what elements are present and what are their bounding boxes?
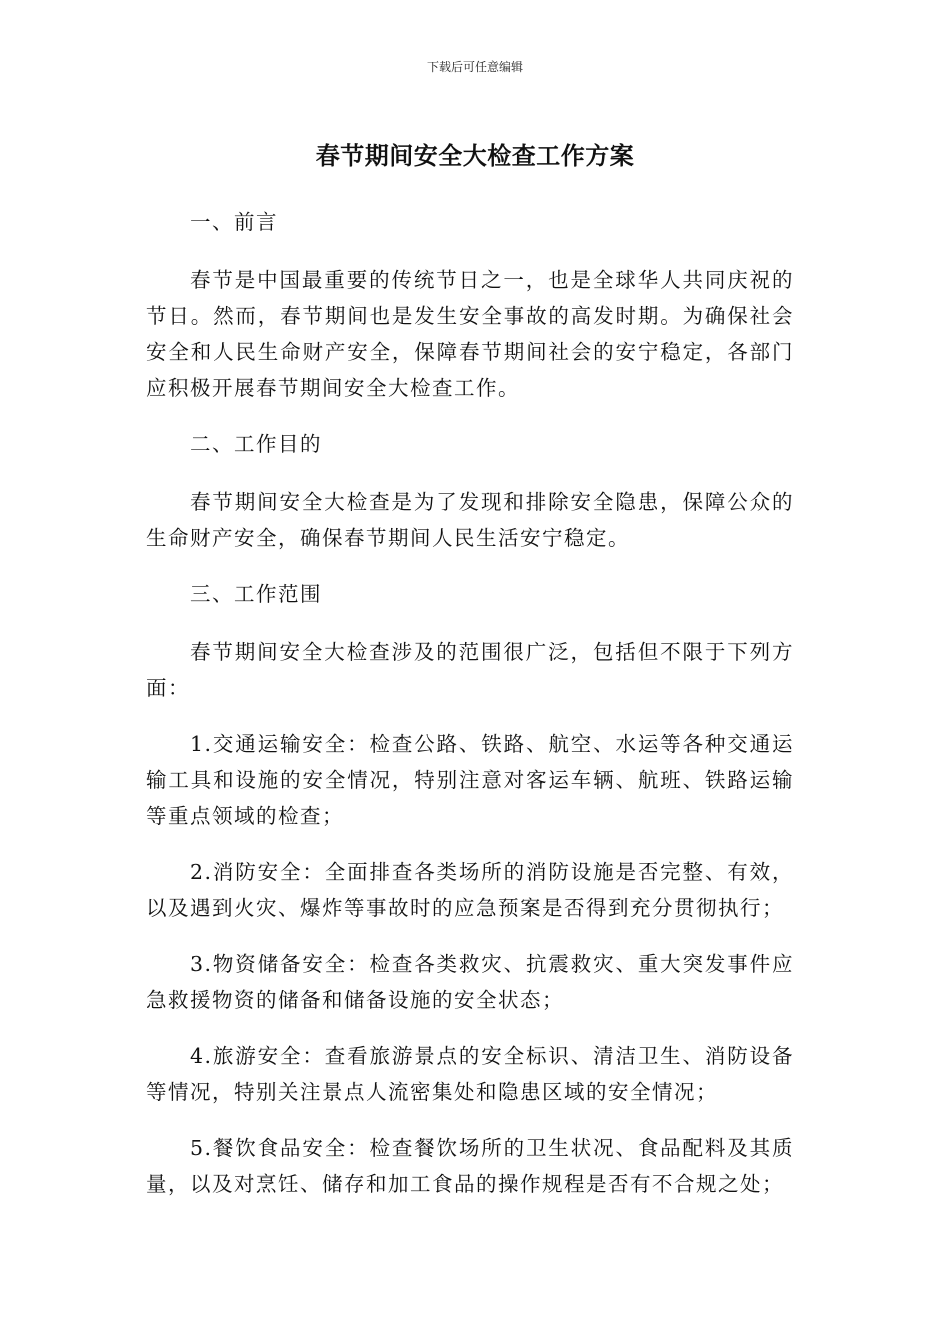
section-heading-scope: 三、工作范围 [190, 582, 322, 606]
scope-item-fire-safety: 2.消防安全：全面排查各类场所的消防设施是否完整、有效，以及遇到火灾、爆炸等事故时的应急预案是否得到充分贯彻执行； [146, 860, 794, 920]
section-heading-preface: 一、前言 [190, 210, 278, 234]
document-title: 春节期间安全大检查工作方案 [315, 142, 635, 170]
section-heading-purpose: 二、工作目的 [190, 432, 322, 456]
section-paragraph-purpose: 春节期间安全大检查是为了发现和排除安全隐患，保障公众的生命财产安全，确保春节期间人民生活安宁稳定。 [146, 490, 794, 550]
page-header-note: 下载后可任意编辑 [426, 60, 523, 74]
section-paragraph-scope: 春节期间安全大检查涉及的范围很广泛，包括但不限于下列方面： [146, 640, 794, 700]
scope-item-tourism: 4.旅游安全：查看旅游景点的安全标识、清洁卫生、消防设备等情况，特别关注景点人流密集处和隐患区域的安全情况； [146, 1044, 794, 1104]
document-body [146, 204, 794, 1222]
scope-item-transport: 1.交通运输安全：检查公路、铁路、航空、水运等各种交通运输工具和设施的安全情况，特别注意对客运车辆、航班、铁路运输等重点领域的检查； [146, 732, 794, 828]
scope-item-food-safety: 5.餐饮食品安全：检查餐饮场所的卫生状况、食品配料及其质量，以及对烹饪、储存和加工食品的操作规程是否有不合规之处； [146, 1136, 794, 1196]
section-paragraph-preface: 春节是中国最重要的传统节日之一，也是全球华人共同庆祝的节日。然而，春节期间也是发生安全事故的高发时期。为确保社会安全和人民生命财产安全，保障春节期间社会的安宁稳定，各部门应积极开展春节期间安全大检查工作。 [146, 268, 794, 400]
scope-item-material-reserves: 3.物资储备安全：检查各类救灾、抗震救灾、重大突发事件应急救援物资的储备和储备设施的安全状态； [146, 952, 794, 1012]
